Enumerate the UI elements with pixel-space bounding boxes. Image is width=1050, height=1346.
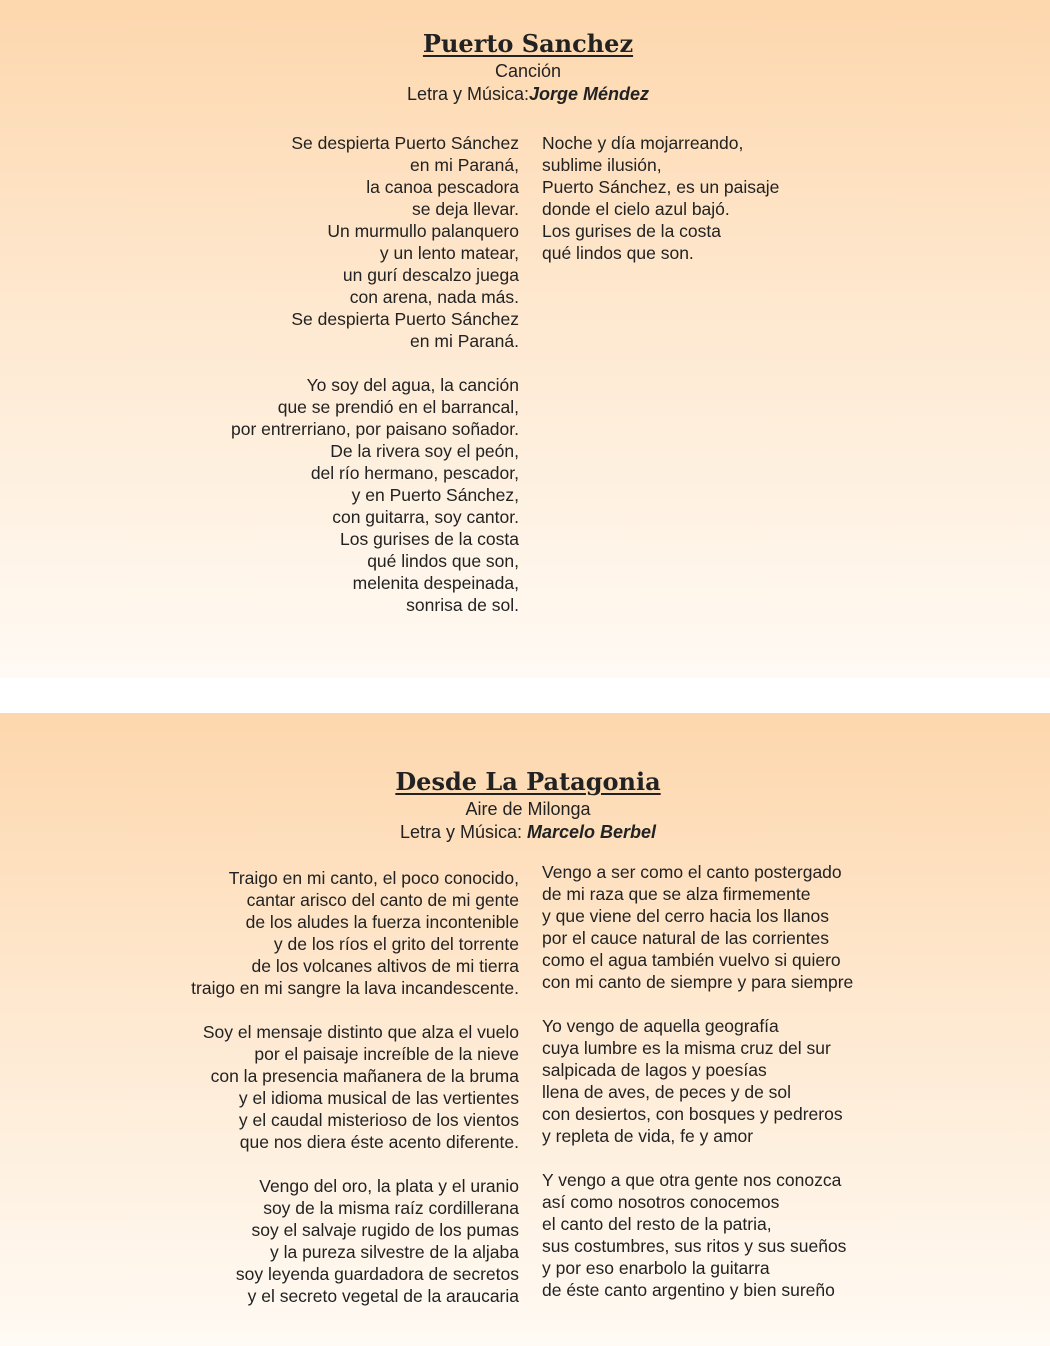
lyric-line: qué lindos que son, (367, 551, 519, 571)
lyric-line: con arena, nada más. (349, 287, 519, 307)
lyric-line: en mi Paraná. (410, 331, 519, 351)
lyrics-stanza (231, 132, 519, 352)
lyric-line: de éste canto argentino y bien sureño (542, 1280, 835, 1300)
lyric-line: en mi Paraná, (410, 155, 519, 175)
lyrics-stanza (542, 1015, 853, 1147)
lyric-line: como el agua también vuelvo si quiero (542, 950, 841, 970)
lyric-line: y por eso enarbolo la guitarra (542, 1258, 770, 1278)
lyrics-stanza (191, 1175, 519, 1307)
lyric-line: por el cauce natural de las corrientes (542, 928, 829, 948)
lyric-line: por entrerriano, por paisano soñador. (231, 419, 519, 439)
lyric-line: sus costumbres, sus ritos y sus sueños (542, 1236, 847, 1256)
song-credits (0, 821, 1050, 844)
lyric-line: salpicada de lagos y poesías (542, 1060, 767, 1080)
lyric-line: y la pureza silvestre de la aljaba (269, 1242, 519, 1262)
lyric-line: con guitarra, soy cantor. (332, 507, 519, 527)
lyric-line: Soy el mensaje distinto que alza el vuelo (202, 1022, 519, 1042)
lyric-line: y el idioma musical de las vertientes (238, 1088, 519, 1108)
lyric-line: Yo soy del agua, la canción (306, 375, 519, 395)
lyrics-stanza (191, 867, 519, 999)
lyric-line: donde el cielo azul bajó. (542, 199, 730, 219)
lyric-line: se deja llevar. (411, 199, 519, 219)
lyric-line: el canto del resto de la patria, (542, 1214, 772, 1234)
lyric-line: sublime ilusión, (542, 155, 662, 175)
lyric-line: con la presencia mañanera de la bruma (210, 1066, 519, 1086)
lyrics-stanza (542, 1169, 853, 1301)
lyric-line: Yo vengo de aquella geografía (542, 1016, 779, 1036)
lyric-line: qué lindos que son. (542, 243, 694, 263)
lyric-line: Noche y día mojarreando, (542, 133, 744, 153)
lyric-line: de los aludes la fuerza incontenible (245, 912, 519, 932)
lyric-line: De la rivera soy el peón, (330, 441, 519, 461)
song-title: Puerto Sanchez (422, 29, 634, 58)
lyric-line: y en Puerto Sánchez, (351, 485, 519, 505)
lyric-line: y el caudal misterioso de los vientos (238, 1110, 519, 1130)
song-title: Desde La Patagonia (395, 767, 661, 796)
lyrics-right-column (542, 132, 779, 264)
lyric-line: con desiertos, con bosques y pedreros (542, 1104, 843, 1124)
song-genre: Canción (494, 61, 562, 81)
lyric-line: y que viene del cerro hacia los llanos (542, 906, 829, 926)
lyrics-stanza (542, 861, 853, 993)
credit-label: Letra y Música: (399, 822, 527, 842)
lyric-line: que se prendió en el barrancal, (277, 397, 519, 417)
lyric-line: de mi raza que se alza firmemente (542, 884, 811, 904)
lyric-line: sonrisa de sol. (406, 595, 519, 615)
lyric-line: del río hermano, pescador, (310, 463, 519, 483)
lyric-line: melenita despeinada, (352, 573, 519, 593)
lyric-line: llena de aves, de peces y de sol (542, 1082, 792, 1102)
credit-author: Marcelo Berbel (526, 822, 657, 842)
lyric-line: soy leyenda guardadora de secretos (235, 1264, 519, 1284)
lyric-line: cuya lumbre es la misma cruz del sur (542, 1038, 831, 1058)
song-panel-desde-la-patagonia (0, 713, 1050, 1346)
song-genre: Aire de Milonga (465, 799, 591, 819)
lyric-line: soy el salvaje rugido de los pumas (251, 1220, 519, 1240)
lyric-line: Vengo del oro, la plata y el uranio (259, 1176, 519, 1196)
lyric-line: un gurí descalzo juega (342, 265, 519, 285)
lyric-line: y un lento matear, (379, 243, 519, 263)
lyric-line: Los gurises de la costa (542, 221, 721, 241)
lyric-line: Vengo a ser como el canto postergado (542, 862, 842, 882)
lyric-line: Puerto Sánchez, es un paisaje (542, 177, 780, 197)
lyrics-stanza (191, 1021, 519, 1153)
lyric-line: soy de la misma raíz cordillerana (263, 1198, 519, 1218)
lyric-line: así como nosotros conocemos (542, 1192, 780, 1212)
lyrics-right-column (542, 861, 853, 1301)
lyric-line: Un murmullo palanquero (327, 221, 519, 241)
lyrics-stanza (542, 132, 779, 264)
lyric-line: por el paisaje increíble de la nieve (254, 1044, 519, 1064)
lyric-line: Los gurises de la costa (340, 529, 519, 549)
lyrics-left-column (191, 867, 519, 1307)
credit-author: Jorge Méndez (529, 84, 650, 104)
lyric-line: Se despierta Puerto Sánchez (291, 309, 519, 329)
lyric-line: la canoa pescadora (366, 177, 519, 197)
lyric-line: y de los ríos el grito del torrente (273, 934, 519, 954)
lyrics-stanza (231, 374, 519, 616)
lyric-line: cantar arisco del canto de mi gente (246, 890, 519, 910)
lyric-line: con mi canto de siempre y para siempre (542, 972, 854, 992)
lyric-line: que nos diera éste acento diferente. (239, 1132, 519, 1152)
lyric-line: de los volcanes altivos de mi tierra (251, 956, 519, 976)
lyric-line: y el secreto vegetal de la araucaria (247, 1286, 519, 1306)
lyric-line: traigo en mi sangre la lava incandescente. (191, 978, 519, 998)
lyric-line: Se despierta Puerto Sánchez (291, 133, 519, 153)
lyric-line: y repleta de vida, fe y amor (542, 1126, 754, 1146)
lyric-line: Y vengo a que otra gente nos conozca (542, 1170, 842, 1190)
song-credits (0, 83, 1050, 106)
lyric-line: Traigo en mi canto, el poco conocido, (228, 868, 519, 888)
lyrics-left-column (231, 132, 519, 616)
credit-label: Letra y Música: (406, 84, 529, 104)
